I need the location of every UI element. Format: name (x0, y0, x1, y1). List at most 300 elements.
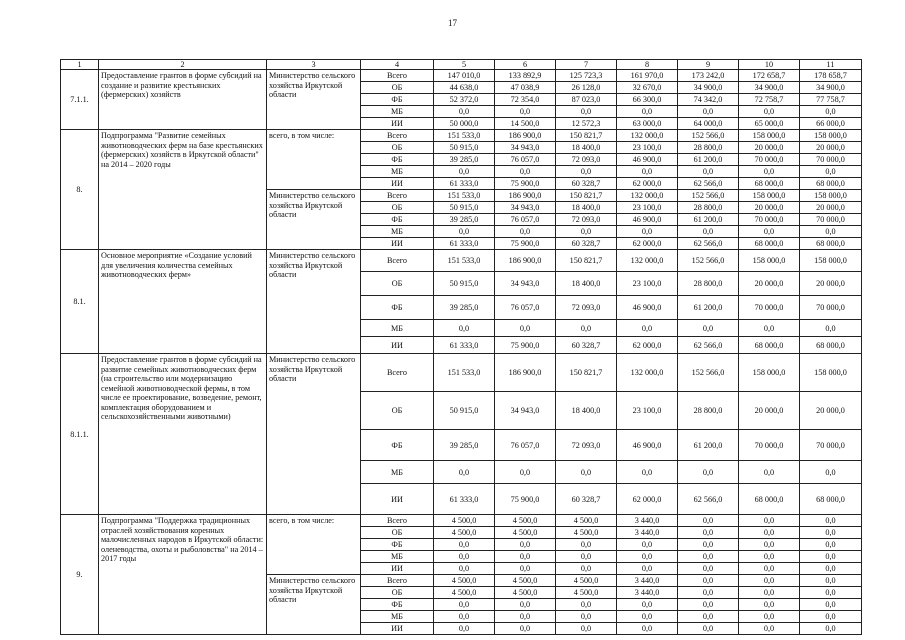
amount-cell: 32 670,0 (617, 82, 678, 94)
funding-source: Всего (361, 70, 434, 82)
amount-cell: 0,0 (678, 461, 739, 484)
amount-cell: 62 566,0 (678, 484, 739, 515)
amount-cell: 76 057,0 (495, 430, 556, 461)
amount-cell: 61 333,0 (434, 178, 495, 190)
funding-source: ФБ (361, 296, 434, 320)
amount-cell: 72 093,0 (556, 214, 617, 226)
funding-source: ОБ (361, 272, 434, 296)
amount-cell: 72 354,0 (495, 94, 556, 106)
table-row (61, 250, 862, 272)
amount-cell: 46 900,0 (617, 296, 678, 320)
amount-cell: 152 566,0 (678, 130, 739, 142)
amount-cell: 0,0 (495, 551, 556, 563)
amount-cell: 52 372,0 (434, 94, 495, 106)
amount-cell: 4 500,0 (495, 575, 556, 587)
amount-cell: 0,0 (617, 623, 678, 635)
column-number-header: 4 (361, 60, 434, 70)
funding-source: ИИ (361, 337, 434, 354)
amount-cell: 0,0 (434, 320, 495, 337)
amount-cell: 34 900,0 (678, 82, 739, 94)
amount-cell: 50 915,0 (434, 272, 495, 296)
amount-cell: 3 440,0 (617, 587, 678, 599)
funding-source: Всего (361, 130, 434, 142)
amount-cell: 70 000,0 (739, 214, 800, 226)
amount-cell: 0,0 (495, 166, 556, 178)
amount-cell: 0,0 (495, 539, 556, 551)
amount-cell: 18 400,0 (556, 202, 617, 214)
amount-cell: 150 821,7 (556, 130, 617, 142)
amount-cell: 0,0 (556, 623, 617, 635)
amount-cell: 20 000,0 (739, 142, 800, 154)
amount-cell: 70 000,0 (800, 430, 862, 461)
amount-cell: 186 900,0 (495, 250, 556, 272)
amount-cell: 28 800,0 (678, 392, 739, 430)
amount-cell: 72 093,0 (556, 430, 617, 461)
amount-cell: 0,0 (434, 539, 495, 551)
amount-cell: 28 800,0 (678, 202, 739, 214)
funding-source: ФБ (361, 94, 434, 106)
amount-cell: 64 000,0 (678, 118, 739, 130)
amount-cell: 18 400,0 (556, 392, 617, 430)
amount-cell: 75 900,0 (495, 178, 556, 190)
amount-cell: 0,0 (678, 611, 739, 623)
funding-source: ИИ (361, 178, 434, 190)
column-number-header: 1 (61, 60, 99, 70)
amount-cell: 61 200,0 (678, 214, 739, 226)
amount-cell: 0,0 (739, 461, 800, 484)
executor: Министерство сельского хозяйства Иркутской области (267, 70, 361, 130)
amount-cell: 0,0 (739, 623, 800, 635)
amount-cell: 0,0 (678, 106, 739, 118)
amount-cell: 12 572,3 (556, 118, 617, 130)
amount-cell: 0,0 (617, 563, 678, 575)
amount-cell: 133 892,9 (495, 70, 556, 82)
amount-cell: 0,0 (495, 599, 556, 611)
amount-cell: 152 566,0 (678, 354, 739, 392)
amount-cell: 0,0 (800, 539, 862, 551)
funding-source: ФБ (361, 430, 434, 461)
column-number-header: 6 (495, 60, 556, 70)
amount-cell: 4 500,0 (495, 527, 556, 539)
amount-cell: 20 000,0 (739, 392, 800, 430)
amount-cell: 158 000,0 (800, 130, 862, 142)
amount-cell: 75 900,0 (495, 238, 556, 250)
column-number-header: 5 (434, 60, 495, 70)
amount-cell: 158 000,0 (739, 354, 800, 392)
amount-cell: 147 010,0 (434, 70, 495, 82)
amount-cell: 47 038,9 (495, 82, 556, 94)
amount-cell: 4 500,0 (434, 527, 495, 539)
amount-cell: 0,0 (434, 551, 495, 563)
amount-cell: 0,0 (800, 515, 862, 527)
funding-source: МБ (361, 106, 434, 118)
funding-source: Всего (361, 575, 434, 587)
amount-cell: 0,0 (800, 599, 862, 611)
amount-cell: 61 333,0 (434, 238, 495, 250)
funding-source: ОБ (361, 82, 434, 94)
amount-cell: 0,0 (800, 623, 862, 635)
amount-cell: 3 440,0 (617, 527, 678, 539)
column-number-header: 11 (800, 60, 862, 70)
amount-cell: 151 533,0 (434, 250, 495, 272)
amount-cell: 0,0 (678, 575, 739, 587)
amount-cell: 44 638,0 (434, 82, 495, 94)
item-description: Подпрограмма "Поддержка традиционных отраслей хозяйствования коренных малочисленных народов в Иркутской области: оленеводства, охоты и рыболовства" на 2014 – 2017 годы (99, 515, 267, 635)
amount-cell: 0,0 (495, 563, 556, 575)
amount-cell: 26 128,0 (556, 82, 617, 94)
amount-cell: 70 000,0 (739, 430, 800, 461)
amount-cell: 186 900,0 (495, 190, 556, 202)
amount-cell: 4 500,0 (434, 575, 495, 587)
amount-cell: 77 758,7 (800, 94, 862, 106)
amount-cell: 0,0 (739, 551, 800, 563)
amount-cell: 0,0 (739, 320, 800, 337)
amount-cell: 0,0 (800, 461, 862, 484)
amount-cell: 50 915,0 (434, 142, 495, 154)
amount-cell: 0,0 (617, 611, 678, 623)
item-description: Предоставление грантов в форме субсидий на развитие семейных животноводческих ферм (на строительство или модернизацию семейной животноводческой фермы, в том числе ее проектирование, возведение, ремонт, комплектация оборудованием и сельскохозяйственными животными) (99, 354, 267, 515)
amount-cell: 34 943,0 (495, 392, 556, 430)
amount-cell: 0,0 (556, 166, 617, 178)
amount-cell: 0,0 (495, 226, 556, 238)
table-row (61, 70, 862, 82)
amount-cell: 75 900,0 (495, 337, 556, 354)
funding-source: Всего (361, 354, 434, 392)
amount-cell: 61 200,0 (678, 154, 739, 166)
amount-cell: 0,0 (678, 320, 739, 337)
amount-cell: 50 000,0 (434, 118, 495, 130)
amount-cell: 158 000,0 (800, 354, 862, 392)
column-number-header: 8 (617, 60, 678, 70)
amount-cell: 0,0 (678, 166, 739, 178)
amount-cell: 0,0 (678, 623, 739, 635)
amount-cell: 0,0 (739, 575, 800, 587)
amount-cell: 0,0 (434, 226, 495, 238)
amount-cell: 34 943,0 (495, 202, 556, 214)
amount-cell: 4 500,0 (434, 515, 495, 527)
amount-cell: 0,0 (495, 461, 556, 484)
page-number: 17 (448, 18, 457, 28)
amount-cell: 161 970,0 (617, 70, 678, 82)
amount-cell: 0,0 (617, 551, 678, 563)
amount-cell: 39 285,0 (434, 296, 495, 320)
amount-cell: 18 400,0 (556, 142, 617, 154)
amount-cell: 150 821,7 (556, 190, 617, 202)
amount-cell: 0,0 (617, 599, 678, 611)
amount-cell: 68 000,0 (800, 337, 862, 354)
amount-cell: 0,0 (739, 587, 800, 599)
amount-cell: 68 000,0 (739, 238, 800, 250)
amount-cell: 75 900,0 (495, 484, 556, 515)
amount-cell: 23 100,0 (617, 272, 678, 296)
amount-cell: 18 400,0 (556, 272, 617, 296)
amount-cell: 0,0 (739, 226, 800, 238)
amount-cell: 0,0 (739, 599, 800, 611)
amount-cell: 150 821,7 (556, 354, 617, 392)
amount-cell: 0,0 (617, 226, 678, 238)
amount-cell: 60 328,7 (556, 178, 617, 190)
funding-source: ОБ (361, 587, 434, 599)
amount-cell: 0,0 (556, 611, 617, 623)
funding-source: Всего (361, 250, 434, 272)
amount-cell: 76 057,0 (495, 296, 556, 320)
amount-cell: 125 723,3 (556, 70, 617, 82)
funding-source: ОБ (361, 142, 434, 154)
executor: Министерство сельского хозяйства Иркутской области (267, 354, 361, 515)
funding-source: ФБ (361, 539, 434, 551)
amount-cell: 70 000,0 (800, 154, 862, 166)
amount-cell: 0,0 (739, 539, 800, 551)
amount-cell: 74 342,0 (678, 94, 739, 106)
amount-cell: 0,0 (678, 226, 739, 238)
amount-cell: 61 333,0 (434, 484, 495, 515)
funding-source: МБ (361, 551, 434, 563)
amount-cell: 34 943,0 (495, 272, 556, 296)
amount-cell: 0,0 (800, 226, 862, 238)
amount-cell: 0,0 (434, 563, 495, 575)
amount-cell: 0,0 (800, 575, 862, 587)
amount-cell: 4 500,0 (495, 587, 556, 599)
amount-cell: 20 000,0 (800, 272, 862, 296)
amount-cell: 34 900,0 (800, 82, 862, 94)
amount-cell: 158 000,0 (800, 250, 862, 272)
amount-cell: 0,0 (678, 515, 739, 527)
amount-cell: 66 300,0 (617, 94, 678, 106)
item-number: 8.1.1. (61, 354, 99, 515)
amount-cell: 68 000,0 (739, 337, 800, 354)
budget-table (60, 59, 862, 635)
funding-source: МБ (361, 166, 434, 178)
amount-cell: 34 943,0 (495, 142, 556, 154)
amount-cell: 0,0 (678, 539, 739, 551)
funding-source: ФБ (361, 154, 434, 166)
amount-cell: 132 000,0 (617, 250, 678, 272)
amount-cell: 20 000,0 (800, 142, 862, 154)
amount-cell: 61 333,0 (434, 337, 495, 354)
amount-cell: 62 000,0 (617, 337, 678, 354)
amount-cell: 151 533,0 (434, 190, 495, 202)
amount-cell: 68 000,0 (800, 484, 862, 515)
item-description: Подпрограмма "Развитие семейных животноводческих ферм на базе крестьянских (фермерских) хозяйств в Иркутской области" на 2014 – 2020 годы (99, 130, 267, 250)
amount-cell: 178 658,7 (800, 70, 862, 82)
amount-cell: 76 057,0 (495, 154, 556, 166)
funding-source: Всего (361, 190, 434, 202)
amount-cell: 0,0 (800, 587, 862, 599)
item-description: Основное мероприятие «Создание условий для увеличения количества семейных животноводческих ферм» (99, 250, 267, 354)
amount-cell: 151 533,0 (434, 354, 495, 392)
amount-cell: 0,0 (678, 587, 739, 599)
amount-cell: 186 900,0 (495, 130, 556, 142)
amount-cell: 0,0 (739, 563, 800, 575)
amount-cell: 50 915,0 (434, 202, 495, 214)
amount-cell: 0,0 (678, 551, 739, 563)
amount-cell: 186 900,0 (495, 354, 556, 392)
amount-cell: 68 000,0 (739, 178, 800, 190)
amount-cell: 158 000,0 (739, 130, 800, 142)
amount-cell: 14 500,0 (495, 118, 556, 130)
amount-cell: 0,0 (617, 166, 678, 178)
funding-source: ОБ (361, 527, 434, 539)
amount-cell: 4 500,0 (556, 575, 617, 587)
amount-cell: 0,0 (556, 106, 617, 118)
amount-cell: 60 328,7 (556, 238, 617, 250)
amount-cell: 72 758,7 (739, 94, 800, 106)
amount-cell: 68 000,0 (739, 484, 800, 515)
executor: всего, в том числе: (267, 515, 361, 575)
amount-cell: 23 100,0 (617, 202, 678, 214)
amount-cell: 62 566,0 (678, 238, 739, 250)
funding-source: ИИ (361, 238, 434, 250)
amount-cell: 3 440,0 (617, 515, 678, 527)
funding-source: ОБ (361, 392, 434, 430)
amount-cell: 68 000,0 (800, 178, 862, 190)
amount-cell: 60 328,7 (556, 337, 617, 354)
amount-cell: 4 500,0 (556, 515, 617, 527)
amount-cell: 28 800,0 (678, 142, 739, 154)
amount-cell: 172 658,7 (739, 70, 800, 82)
amount-cell: 72 093,0 (556, 296, 617, 320)
amount-cell: 0,0 (434, 611, 495, 623)
amount-cell: 0,0 (739, 166, 800, 178)
item-number: 8.1. (61, 250, 99, 354)
amount-cell: 0,0 (739, 106, 800, 118)
funding-source: МБ (361, 226, 434, 238)
amount-cell: 132 000,0 (617, 130, 678, 142)
funding-source: ОБ (361, 202, 434, 214)
amount-cell: 0,0 (556, 551, 617, 563)
amount-cell: 0,0 (495, 611, 556, 623)
funding-source: ФБ (361, 599, 434, 611)
amount-cell: 23 100,0 (617, 142, 678, 154)
amount-cell: 0,0 (800, 320, 862, 337)
column-number-header: 3 (267, 60, 361, 70)
amount-cell: 4 500,0 (495, 515, 556, 527)
amount-cell: 70 000,0 (800, 296, 862, 320)
amount-cell: 23 100,0 (617, 392, 678, 430)
amount-cell: 0,0 (434, 599, 495, 611)
amount-cell: 132 000,0 (617, 354, 678, 392)
funding-source: МБ (361, 461, 434, 484)
header-row (61, 60, 862, 70)
amount-cell: 0,0 (556, 226, 617, 238)
amount-cell: 87 023,0 (556, 94, 617, 106)
amount-cell: 0,0 (617, 539, 678, 551)
funding-source: ФБ (361, 214, 434, 226)
amount-cell: 0,0 (556, 539, 617, 551)
amount-cell: 3 440,0 (617, 575, 678, 587)
column-number-header: 9 (678, 60, 739, 70)
amount-cell: 0,0 (556, 320, 617, 337)
amount-cell: 76 057,0 (495, 214, 556, 226)
amount-cell: 0,0 (617, 320, 678, 337)
amount-cell: 0,0 (434, 106, 495, 118)
amount-cell: 20 000,0 (739, 202, 800, 214)
amount-cell: 0,0 (434, 623, 495, 635)
amount-cell: 0,0 (739, 611, 800, 623)
amount-cell: 72 093,0 (556, 154, 617, 166)
funding-source: ИИ (361, 563, 434, 575)
item-description: Предоставление грантов в форме субсидий на создание и развитие крестьянских (фермерских) хозяйств (99, 70, 267, 130)
amount-cell: 0,0 (556, 599, 617, 611)
amount-cell: 70 000,0 (800, 214, 862, 226)
column-number-header: 7 (556, 60, 617, 70)
executor: Министерство сельского хозяйства Иркутской области (267, 575, 361, 635)
amount-cell: 4 500,0 (556, 527, 617, 539)
amount-cell: 65 000,0 (739, 118, 800, 130)
amount-cell: 62 000,0 (617, 484, 678, 515)
amount-cell: 70 000,0 (739, 154, 800, 166)
amount-cell: 0,0 (800, 611, 862, 623)
amount-cell: 150 821,7 (556, 250, 617, 272)
item-number: 8. (61, 130, 99, 250)
table-row (61, 130, 862, 142)
amount-cell: 63 000,0 (617, 118, 678, 130)
amount-cell: 4 500,0 (556, 587, 617, 599)
amount-cell: 62 566,0 (678, 178, 739, 190)
amount-cell: 152 566,0 (678, 250, 739, 272)
amount-cell: 0,0 (800, 563, 862, 575)
amount-cell: 70 000,0 (739, 296, 800, 320)
funding-source: ИИ (361, 623, 434, 635)
amount-cell: 0,0 (495, 623, 556, 635)
amount-cell: 20 000,0 (800, 392, 862, 430)
amount-cell: 158 000,0 (739, 190, 800, 202)
amount-cell: 61 200,0 (678, 430, 739, 461)
table-row (61, 515, 862, 527)
amount-cell: 0,0 (556, 461, 617, 484)
amount-cell: 20 000,0 (739, 272, 800, 296)
executor: Министерство сельского хозяйства Иркутской области (267, 190, 361, 250)
amount-cell: 0,0 (617, 461, 678, 484)
amount-cell: 68 000,0 (800, 238, 862, 250)
table-row (61, 354, 862, 392)
amount-cell: 132 000,0 (617, 190, 678, 202)
amount-cell: 0,0 (678, 527, 739, 539)
amount-cell: 4 500,0 (434, 587, 495, 599)
column-number-header: 2 (99, 60, 267, 70)
amount-cell: 28 800,0 (678, 272, 739, 296)
funding-source: ИИ (361, 484, 434, 515)
funding-source: ИИ (361, 118, 434, 130)
executor: Министерство сельского хозяйства Иркутской области (267, 250, 361, 354)
amount-cell: 66 000,0 (800, 118, 862, 130)
amount-cell: 46 900,0 (617, 430, 678, 461)
amount-cell: 0,0 (617, 106, 678, 118)
amount-cell: 0,0 (800, 166, 862, 178)
amount-cell: 0,0 (739, 527, 800, 539)
amount-cell: 20 000,0 (800, 202, 862, 214)
amount-cell: 0,0 (495, 106, 556, 118)
amount-cell: 0,0 (678, 563, 739, 575)
item-number: 9. (61, 515, 99, 635)
amount-cell: 0,0 (678, 599, 739, 611)
amount-cell: 39 285,0 (434, 430, 495, 461)
amount-cell: 151 533,0 (434, 130, 495, 142)
funding-source: МБ (361, 320, 434, 337)
executor: всего, в том числе: (267, 130, 361, 190)
amount-cell: 158 000,0 (800, 190, 862, 202)
funding-source: Всего (361, 515, 434, 527)
amount-cell: 0,0 (434, 461, 495, 484)
funding-source: МБ (361, 611, 434, 623)
item-number: 7.1.1. (61, 70, 99, 130)
amount-cell: 0,0 (800, 551, 862, 563)
amount-cell: 62 000,0 (617, 238, 678, 250)
amount-cell: 158 000,0 (739, 250, 800, 272)
amount-cell: 173 242,0 (678, 70, 739, 82)
amount-cell: 0,0 (739, 515, 800, 527)
amount-cell: 46 900,0 (617, 154, 678, 166)
